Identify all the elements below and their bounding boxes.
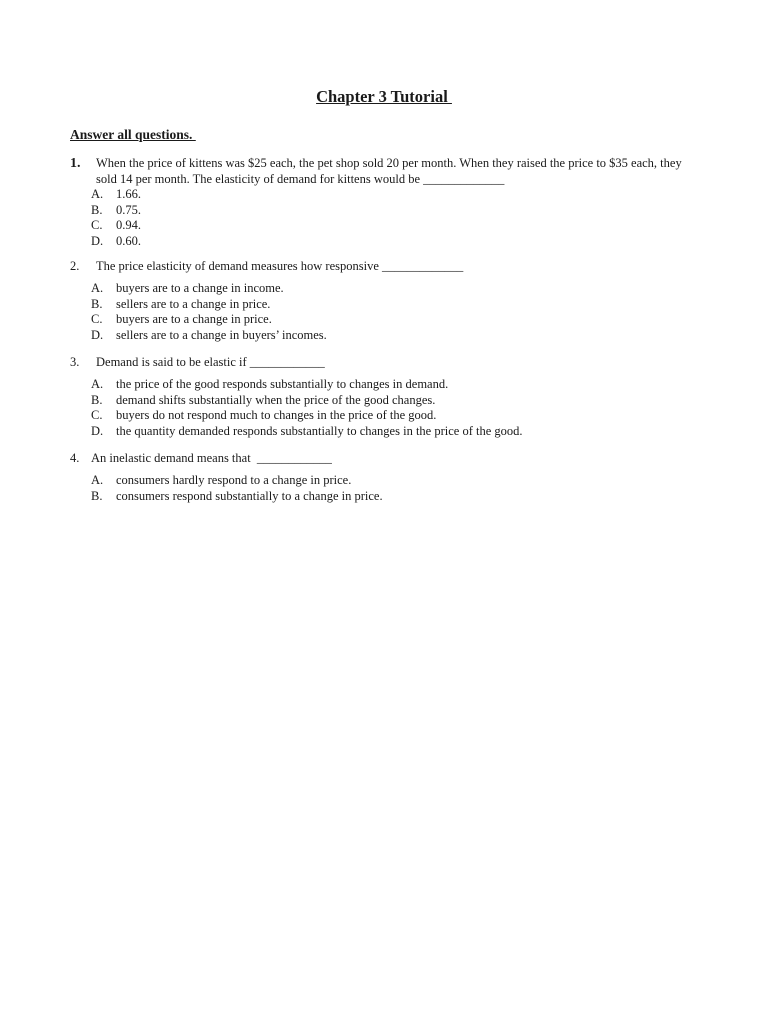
option-item (70, 297, 690, 313)
option-item (70, 408, 690, 424)
option-text: consumers hardly respond to a change in price. (116, 473, 352, 487)
option-text: buyers do not respond much to changes in the price of the good. (116, 408, 437, 422)
option-list (70, 473, 690, 504)
option-item (70, 234, 690, 250)
option-text: the quantity demanded responds substantially to changes in the price of the good. (116, 423, 523, 438)
option-label: B. (91, 202, 103, 217)
option-label: C. (91, 312, 103, 326)
option-item (70, 393, 690, 409)
option-text: 0.94. (116, 218, 141, 232)
question-4 (70, 450, 690, 504)
question-2 (70, 258, 690, 343)
option-item (70, 424, 690, 440)
option-text: 0.60. (116, 233, 141, 248)
option-label: C. (91, 218, 103, 232)
option-label: D. (91, 233, 104, 248)
option-text: 1.66. (116, 187, 141, 201)
option-label: A. (91, 473, 104, 487)
option-item (70, 489, 690, 505)
option-text: buyers are to a change in price. (116, 312, 272, 326)
question-text: Demand is said to be elastic if ____________ (96, 355, 325, 369)
option-label: A. (91, 377, 104, 391)
option-list (70, 377, 690, 439)
option-list (70, 187, 690, 249)
option-item (70, 312, 690, 328)
option-item (70, 187, 690, 203)
option-label: A. (91, 281, 104, 295)
option-text: demand shifts substantially when the price of the good changes. (116, 392, 436, 407)
question-text: The price elasticity of demand measures how responsive _____________ (96, 259, 464, 273)
option-label: D. (91, 327, 104, 342)
option-item (70, 218, 690, 234)
option-label: D. (91, 423, 104, 438)
option-label: B. (91, 392, 103, 407)
option-item (70, 281, 690, 297)
question-1 (70, 155, 690, 249)
option-label: B. (91, 488, 103, 503)
option-label: C. (91, 408, 103, 422)
option-list (70, 281, 690, 343)
option-item (70, 328, 690, 344)
option-text: consumers respond substantially to a change in price. (116, 488, 383, 503)
option-text: sellers are to a change in buyers’ incomes. (116, 327, 327, 342)
question-number: 4. (70, 451, 80, 465)
option-item (70, 377, 690, 393)
option-label: B. (91, 296, 103, 311)
question-text: An inelastic demand means that ____________ (91, 451, 332, 465)
option-item (70, 473, 690, 489)
question-number: 2. (70, 259, 80, 273)
question-number: 1. (70, 156, 81, 171)
option-item (70, 203, 690, 219)
question-text: When the price of kittens was $25 each, the pet shop sold 20 per month. When they raised the price to $35 each, they sold 14 per month. The elasticity of demand for kittens would be _____________ (96, 156, 682, 186)
option-text: the price of the good responds substantially to changes in demand. (116, 377, 449, 391)
page-title: Chapter 3 Tutorial (316, 87, 452, 106)
option-label: A. (91, 187, 104, 201)
question-3 (70, 354, 690, 439)
option-text: 0.75. (116, 202, 141, 217)
option-text: sellers are to a change in price. (116, 296, 271, 311)
question-number: 3. (70, 355, 80, 369)
option-text: buyers are to a change in income. (116, 281, 284, 295)
instructions: Answer all questions. (70, 127, 196, 142)
